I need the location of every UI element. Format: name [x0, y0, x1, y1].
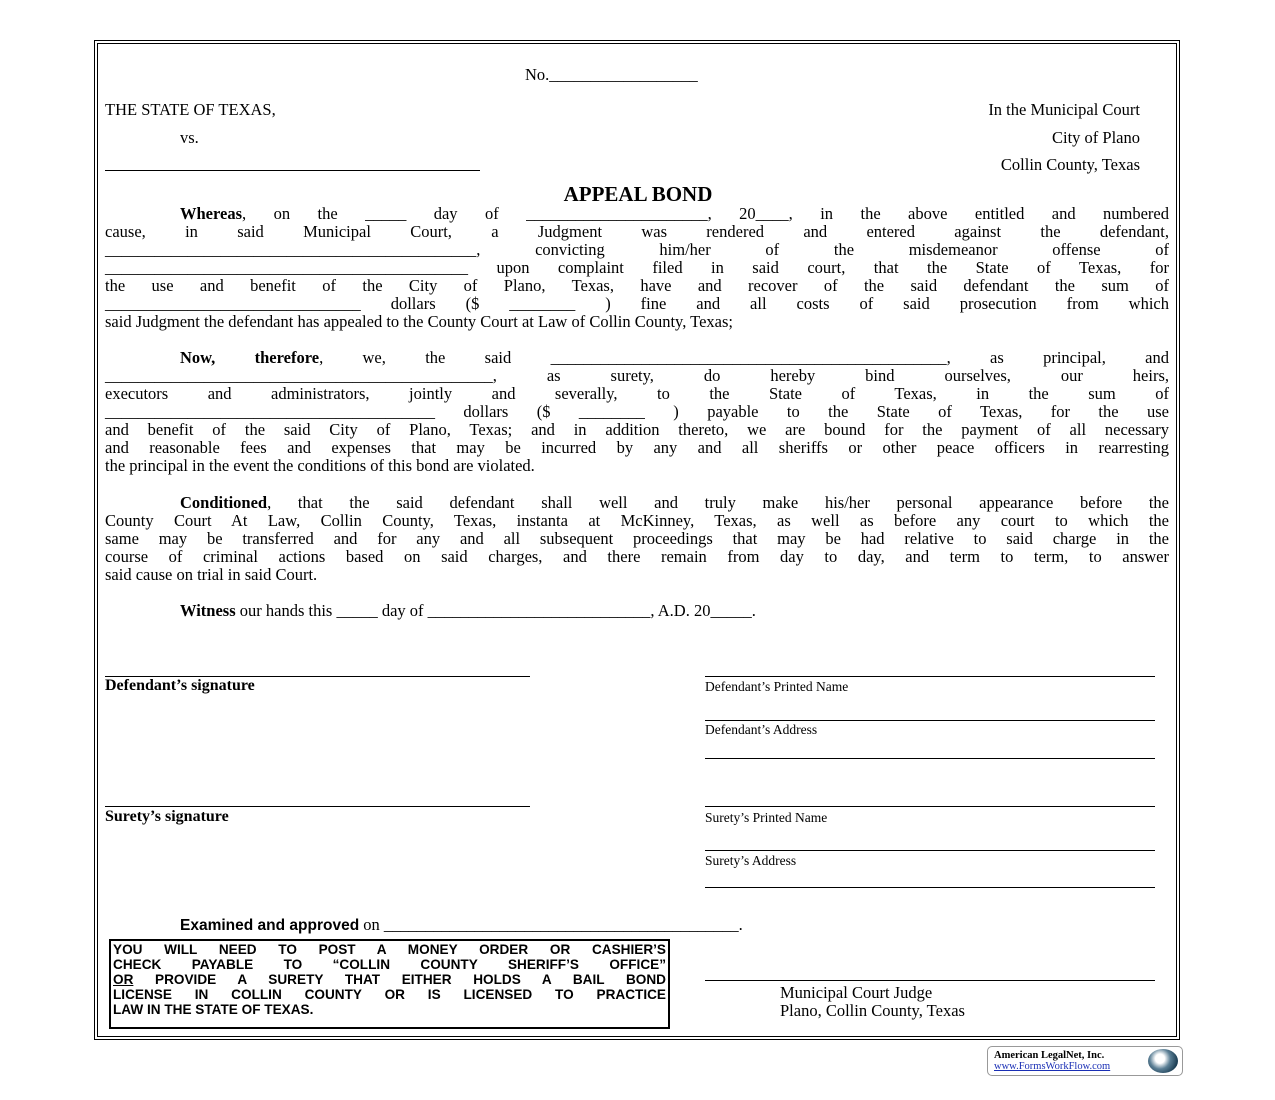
para-line: ________________________________________ dollars ($ ________ ) payable to the State of Texas, for the use — [105, 402, 1169, 421]
witness-lead: Witness — [180, 601, 236, 620]
defendant-signature-label: Defendant’s signature — [105, 677, 255, 694]
notice-line: LICENSE IN COLLIN COUNTY OR IS LICENSED TO PRACTICE — [113, 987, 666, 1002]
examined-rest: on ___________________________________________. — [359, 915, 743, 934]
notice-line: YOU WILL NEED TO POST A MONEY ORDER OR CASHIER’S — [113, 942, 666, 957]
defendant-printed-name-line[interactable] — [705, 676, 1155, 677]
surety-signature-label: Surety’s signature — [105, 808, 229, 825]
defendant-address-line[interactable] — [705, 720, 1155, 721]
surety-address-line-2[interactable] — [705, 887, 1155, 888]
conditioned-lead: Conditioned — [180, 493, 268, 512]
defendant-printed-name-label: Defendant’s Printed Name — [705, 679, 849, 694]
para-line: said cause on trial in said Court. — [105, 565, 318, 584]
vs-label: vs. — [180, 128, 199, 147]
surety-printed-name-line[interactable] — [705, 806, 1155, 807]
notice-text: PROVIDE A SURETY THAT EITHER HOLDS A BAIL BOND — [133, 972, 666, 987]
page-title: APPEAL BOND — [563, 182, 713, 206]
notice-line: CHECK PAYABLE TO “COLLIN COUNTY SHERIFF’S OFFICE” — [113, 957, 666, 972]
judge-signature-line[interactable] — [705, 980, 1155, 981]
surety-address-line[interactable] — [705, 850, 1155, 851]
examined-lead: Examined and approved — [180, 917, 360, 934]
notice-line: LAW IN THE STATE OF TEXAS. — [113, 1002, 314, 1017]
para-line: the principal in the event the conditions of this bond are violated. — [105, 456, 535, 475]
whereas-lead: Whereas — [180, 204, 243, 223]
witness-rest: our hands this _____ day of ___________________________, A.D. 20_____. — [235, 601, 756, 620]
para-line: , that the said defendant shall well and truly make his/her personal appearance before the — [267, 493, 1169, 512]
para-line: said Judgment the defendant has appealed to the County Court at Law of Collin County, Texas; — [105, 312, 734, 331]
county-label: Collin County, Texas — [1000, 155, 1140, 174]
surety-printed-name-label: Surety’s Printed Name — [705, 810, 828, 825]
company-url-link[interactable]: www.FormsWorkFlow.com — [994, 1061, 1111, 1072]
defendant-name-line — [105, 170, 480, 171]
payment-notice-box — [109, 939, 670, 1029]
globe-icon — [1148, 1049, 1178, 1073]
witness-line — [105, 602, 1169, 620]
para-line: County Court At Law, Collin County, Texas, instanta at McKinney, Texas, as well as before any court to which the — [105, 511, 1169, 530]
para-line: _______________________________ dollars ($ ________ ) fine and all costs of said prosecution from which — [105, 294, 1169, 313]
para-line: _______________________________________________, as surety, do hereby bind ourselves, our heirs, — [105, 366, 1169, 385]
defendant-address-label: Defendant’s Address — [705, 722, 818, 737]
para-line: ____________________________________________ upon complaint filed in said court, that the State of Texas, for — [105, 258, 1169, 277]
american-legalnet-logo[interactable] — [987, 1046, 1183, 1076]
notice-or: OR — [113, 972, 134, 987]
para-line: same may be transferred and for any and all subsequent proceedings that may be had relative to said charge in the — [105, 529, 1169, 548]
notice-line — [113, 972, 666, 987]
surety-address-label: Surety’s Address — [705, 853, 797, 868]
court-label: In the Municipal Court — [988, 100, 1140, 119]
para-line: , on the _____ day of ______________________, 20____, in the above entitled and numbered — [242, 204, 1169, 223]
defendant-address-line-2[interactable] — [705, 758, 1155, 759]
judge-title: Municipal Court Judge — [780, 983, 933, 1002]
para-line: executors and administrators, jointly and severally, to the State of Texas, in the sum of — [105, 384, 1169, 403]
para-line: , we, the said ________________________________________________, as principal, and — [319, 348, 1169, 367]
para-line: course of criminal actions based on said charges, and there remain from day to day, and term to term, to answer — [105, 547, 1169, 566]
para-line: _____________________________________________, convicting him/her of the misdemeanor offense of — [105, 240, 1169, 259]
para-line: and reasonable fees and expenses that may be incurred by any and all sheriffs or other peace officers in rearresting — [105, 438, 1169, 457]
judge-place: Plano, Collin County, Texas — [780, 1001, 965, 1020]
now-therefore-lead: Now, therefore — [180, 348, 320, 367]
surety-signature-line[interactable] — [105, 806, 530, 807]
case-number: No.__________________ — [525, 65, 698, 84]
para-line: cause, in said Municipal Court, a Judgment was rendered and entered against the defendant, — [105, 222, 1169, 241]
para-line: and benefit of the said City of Plano, Texas; and in addition thereto, we are bound for the payment of all necessary — [105, 420, 1169, 439]
company-name: American LegalNet, Inc. — [994, 1050, 1105, 1061]
examined-line — [180, 916, 743, 935]
city-label: City of Plano — [1051, 128, 1140, 147]
para-line: the use and benefit of the City of Plano, Texas, have and recover of the said defendant the sum of — [105, 276, 1169, 295]
state-label: THE STATE OF TEXAS, — [105, 100, 276, 119]
